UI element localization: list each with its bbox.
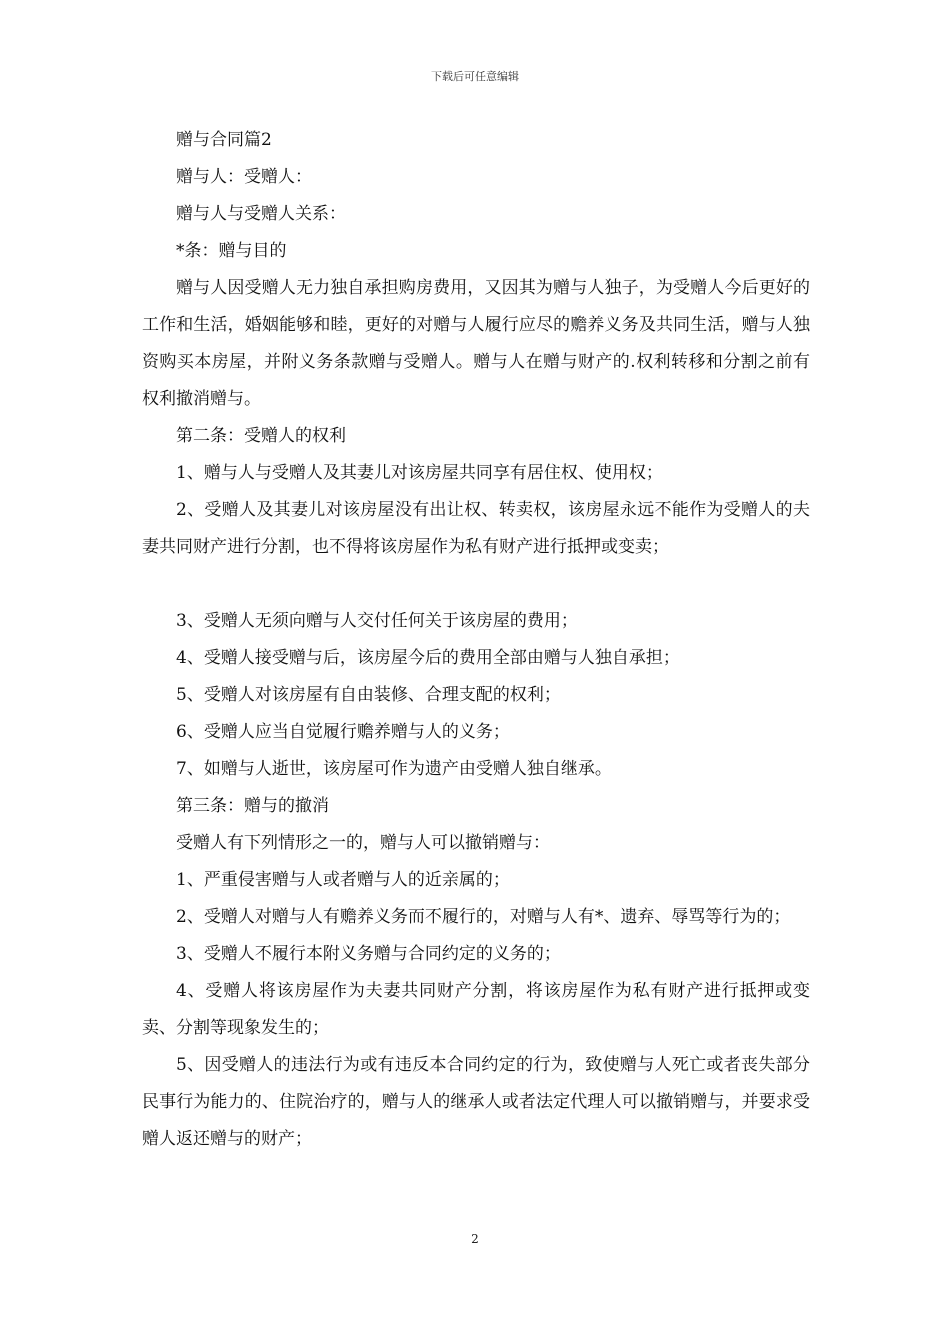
article-1-body: 赠与人因受赠人无力独自承担购房费用，又因其为赠与人独子，为受赠人今后更好的工作和生活，婚姻能够和睦，更好的对赠与人履行应尽的赡养义务及共同生活，赠与人独资购买本房屋，并附义务条款赠与受赠人。赠与人在赠与财产的.权利转移和分割之前有权利撤消赠与。 bbox=[142, 278, 810, 409]
page-number: 2 bbox=[471, 1232, 479, 1246]
article-1-heading: *条：赠与目的 bbox=[176, 241, 287, 261]
article-3-item: 5、因受赠人的违法行为或有违反本合同约定的行为，致使赠与人死亡或者丧失部分民事行为能力的、住院治疗的，赠与人的继承人或者法定代理人可以撤销赠与，并要求受赠人返还赠与的财产； bbox=[142, 1055, 810, 1149]
article-3-intro: 受赠人有下列情形之一的，赠与人可以撤销赠与： bbox=[176, 833, 550, 853]
article-2-item: 6、受赠人应当自觉履行赡养赠与人的义务； bbox=[176, 722, 510, 742]
article-2-item: 2、受赠人及其妻儿对该房屋没有出让权、转卖权，该房屋永远不能作为受赠人的夫妻共同财产进行分割，也不得将该房屋作为私有财产进行抵押或变卖； bbox=[142, 500, 810, 557]
article-3-heading: 第三条：赠与的撤消 bbox=[176, 796, 329, 816]
article-3-item: 1、严重侵害赠与人或者赠与人的近亲属的； bbox=[176, 870, 510, 890]
article-3-item: 3、受赠人不履行本附义务赠与合同约定的义务的； bbox=[176, 944, 561, 964]
article-2-item: 7、如赠与人逝世，该房屋可作为遗产由受赠人独自继承。 bbox=[176, 759, 612, 779]
article-3-item: 4、受赠人将该房屋作为夫妻共同财产分割，将该房屋作为私有财产进行抵押或变卖、分割等现象发生的； bbox=[142, 981, 810, 1038]
article-3-item: 2、受赠人对赠与人有赡养义务而不履行的，对赠与人有*、遗弃、辱骂等行为的； bbox=[176, 907, 791, 927]
page-header: 下载后可任意编辑 bbox=[431, 70, 519, 83]
relationship-line: 赠与人与受赠人关系： bbox=[176, 204, 346, 224]
article-2-item: 3、受赠人无须向赠与人交付任何关于该房屋的费用； bbox=[176, 611, 578, 631]
parties-line: 赠与人：受赠人： bbox=[176, 167, 312, 187]
article-2-item: 1、赠与人与受赠人及其妻儿对该房屋共同享有居住权、使用权； bbox=[176, 463, 663, 483]
article-2-item: 5、受赠人对该房屋有自由装修、合理支配的权利； bbox=[176, 685, 561, 705]
article-2-heading: 第二条：受赠人的权利 bbox=[176, 426, 346, 446]
document-title: 赠与合同篇2 bbox=[176, 130, 272, 150]
blank-line bbox=[142, 566, 810, 603]
article-2-item: 4、受赠人接受赠与后，该房屋今后的费用全部由赠与人独自承担； bbox=[176, 648, 680, 668]
document-body bbox=[142, 122, 810, 1158]
